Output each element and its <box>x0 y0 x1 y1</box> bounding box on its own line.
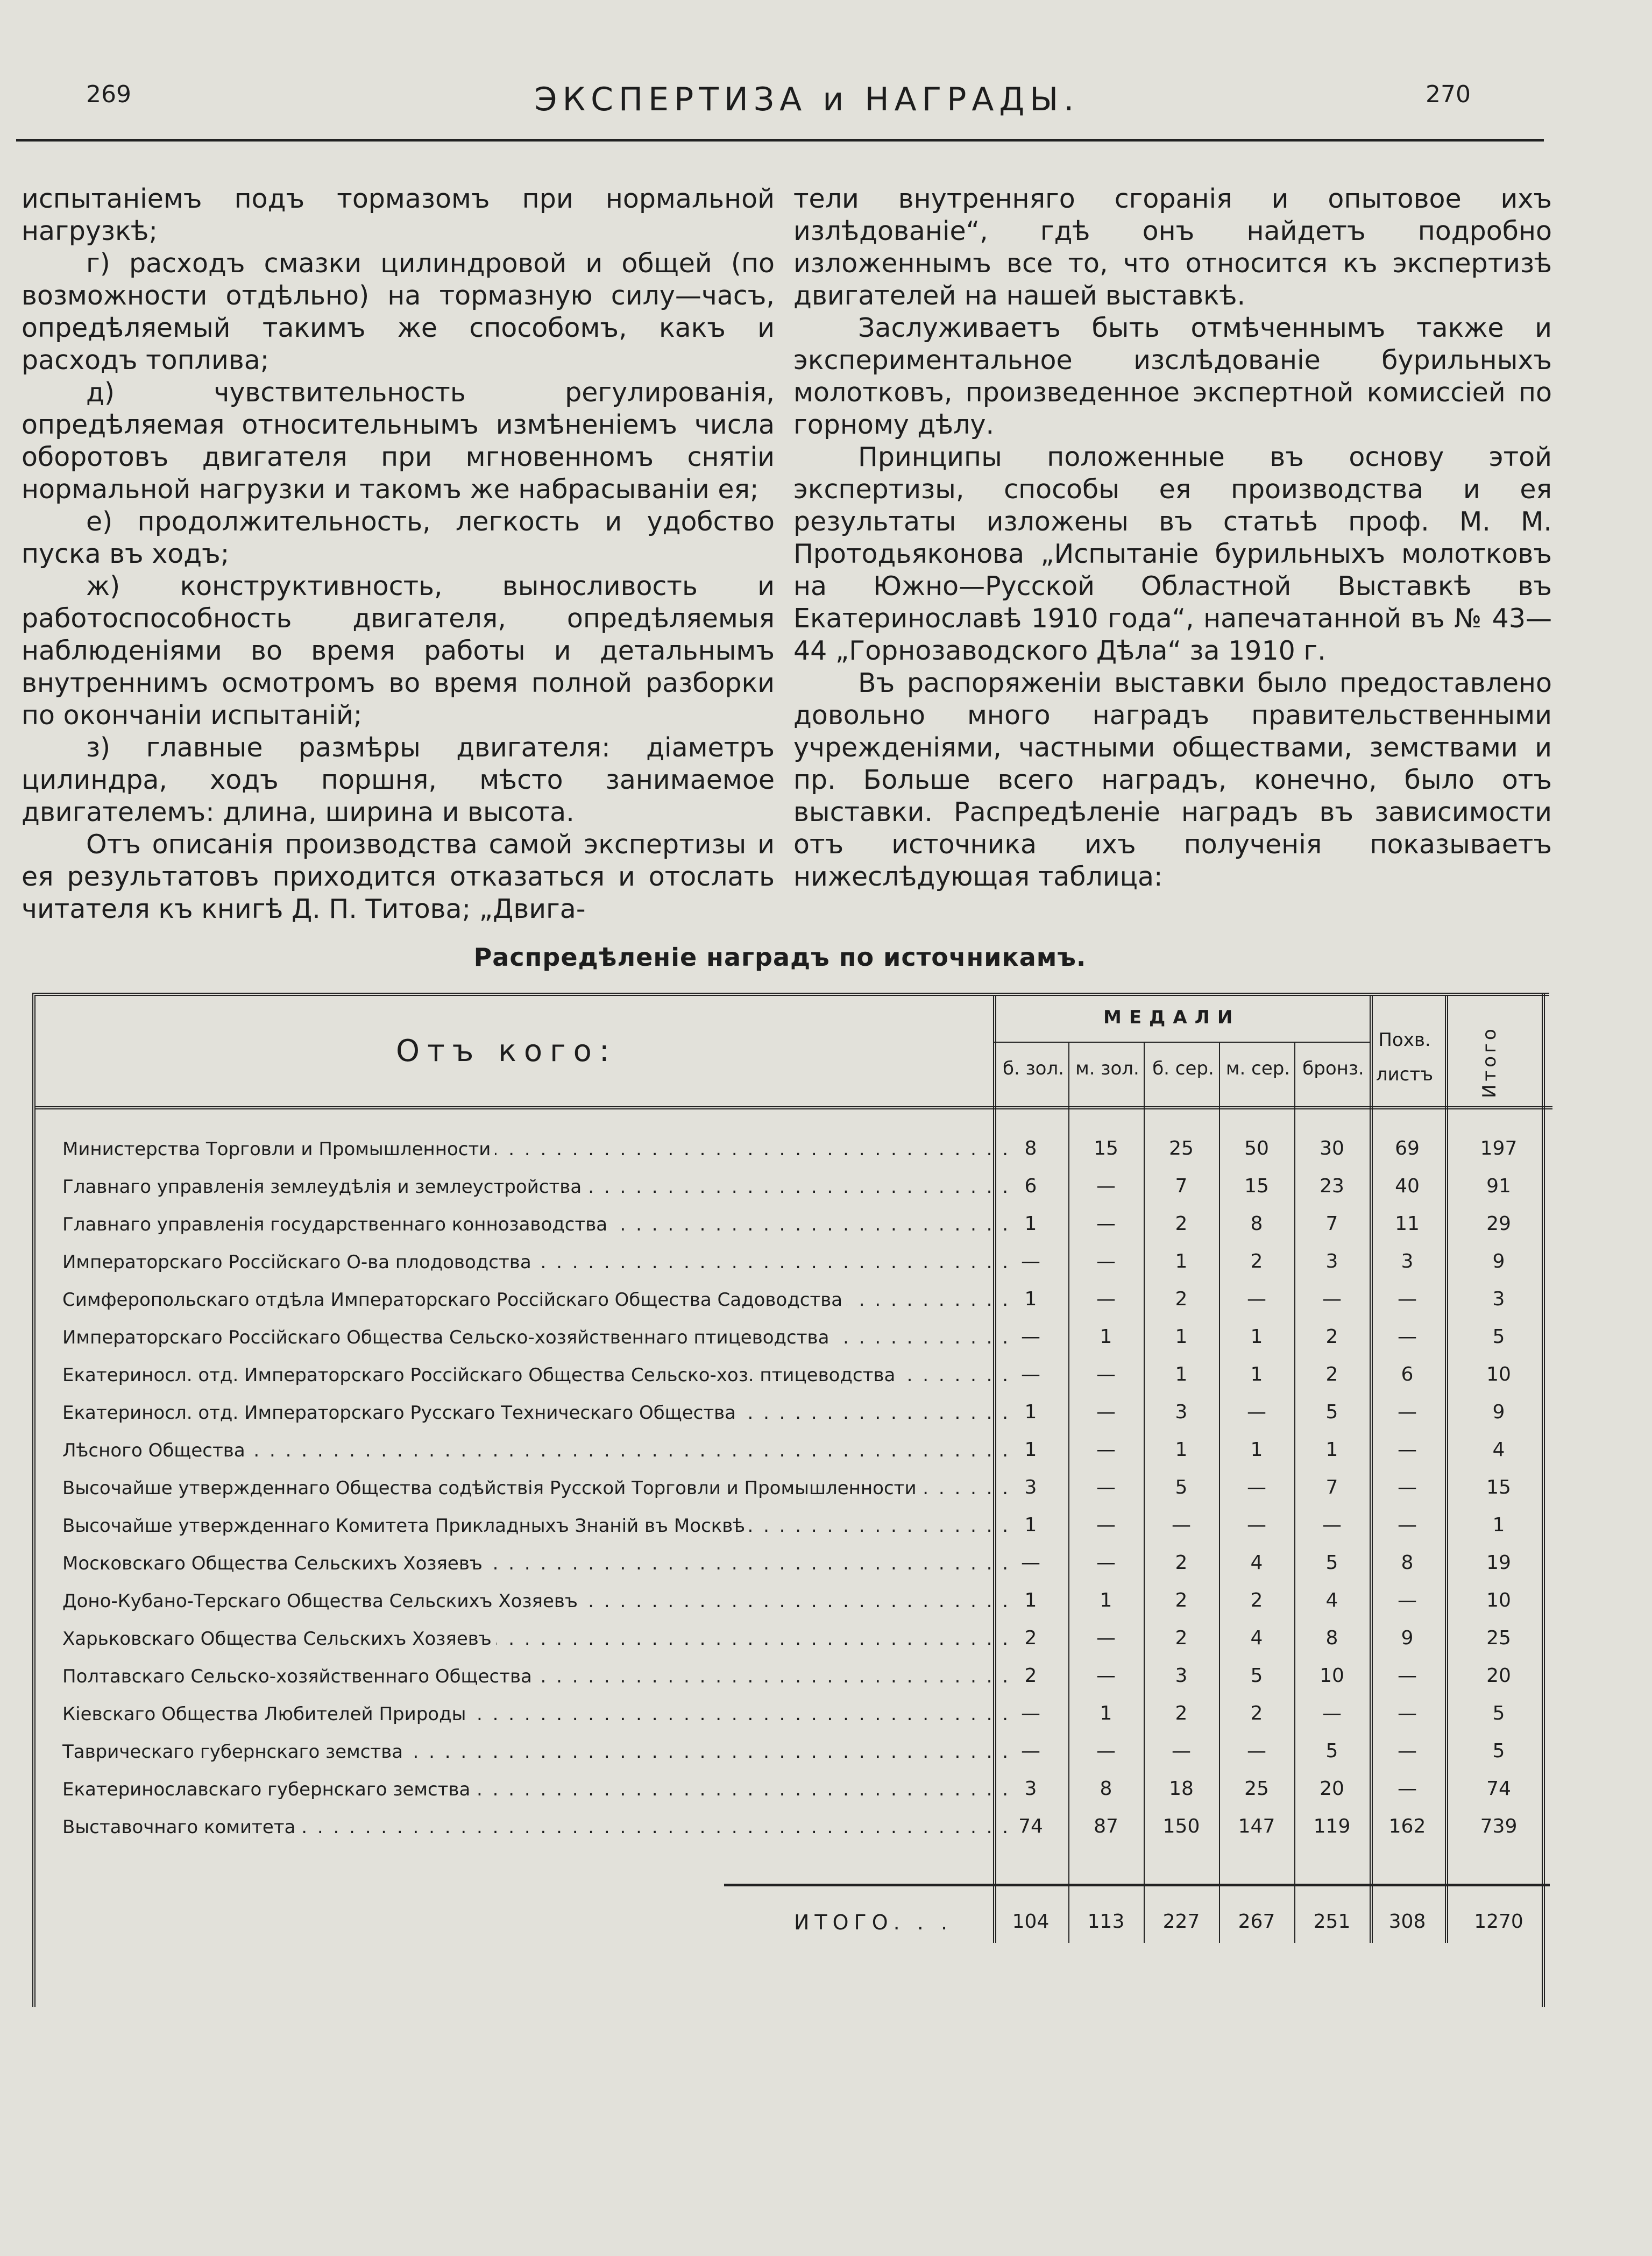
row-source-label: Императорскаго Россійскаго О-ва плодоводства <box>62 1251 536 1273</box>
total-cell: 227 <box>1162 1911 1200 1933</box>
table-row <box>36 1133 1552 1171</box>
table-cell: 2 <box>1250 1250 1263 1272</box>
table-cell: 74 <box>1486 1778 1511 1800</box>
table-cell: — <box>1096 1439 1116 1461</box>
subheader-pohv-list <box>1370 1023 1440 1092</box>
table-cell: 1 <box>1175 1363 1188 1385</box>
row-source-name <box>62 1477 1020 1499</box>
running-title: ЭКСПЕРТИЗА и НАГРАДЫ. <box>534 81 1080 118</box>
table-cell: — <box>1247 1514 1266 1536</box>
table-cell: 1 <box>1250 1363 1263 1385</box>
table-cell: 2 <box>1175 1589 1188 1611</box>
table-cell: — <box>1096 1250 1116 1272</box>
table-row <box>36 1660 1552 1698</box>
table-cell: 7 <box>1325 1476 1338 1498</box>
table-cell: — <box>1398 1439 1417 1461</box>
row-source-name <box>62 1515 1020 1537</box>
table-row <box>36 1208 1552 1246</box>
table-cell: 147 <box>1238 1815 1275 1837</box>
table-cell: 2 <box>1024 1627 1037 1649</box>
table-cell: 8 <box>1024 1137 1037 1159</box>
table-cell: 1 <box>1024 1439 1037 1461</box>
paragraph: Отъ описанія производства самой экспертизы и ея результатовъ приходится отказаться и отослать читателя къ книгѣ Д. П. Титова; „Двига- <box>22 829 775 924</box>
table-cell: 5 <box>1250 1665 1263 1687</box>
table-cell: 1 <box>1175 1439 1188 1461</box>
table-cell: 91 <box>1486 1175 1511 1197</box>
subheader-m-ser: м. сер. <box>1225 1058 1291 1079</box>
table-cell: 8 <box>1250 1213 1263 1235</box>
row-source-name <box>62 1741 1020 1763</box>
total-cell: 113 <box>1087 1911 1125 1933</box>
row-source-label: Харьковскаго Общества Сельскихъ Хозяевъ <box>62 1628 496 1650</box>
table-cell: — <box>1398 1665 1417 1687</box>
total-cell: 104 <box>1012 1911 1050 1933</box>
table-row <box>36 1698 1552 1736</box>
table-cell: 162 <box>1388 1815 1426 1837</box>
table-cell: — <box>1096 1213 1116 1235</box>
table-cell: 1 <box>1024 1401 1037 1423</box>
row-source-label: Главнаго управленія государственнаго коннозаводства <box>62 1214 612 1235</box>
table-cell: — <box>1021 1702 1040 1724</box>
row-source-label: Высочайше утвержденнаго Общества содѣйствія Русской Торговли и Промышленности <box>62 1477 921 1499</box>
table-cell: — <box>1172 1514 1191 1536</box>
table-cell: — <box>1398 1401 1417 1423</box>
table-cell: 119 <box>1313 1815 1351 1837</box>
row-source-label: Лѣсного Общества <box>62 1440 250 1461</box>
table-cell: — <box>1322 1288 1342 1310</box>
table-cell: — <box>1398 1326 1417 1348</box>
table-cell: 5 <box>1175 1476 1188 1498</box>
table-cell: 5 <box>1492 1326 1505 1348</box>
table-cell: 1 <box>1024 1288 1037 1310</box>
table-cell: — <box>1398 1778 1417 1800</box>
table-cell: — <box>1398 1740 1417 1762</box>
table-cell: 74 <box>1018 1815 1043 1837</box>
table-cell: 1 <box>1492 1514 1505 1536</box>
table-cell: 7 <box>1325 1213 1338 1235</box>
pohv-line1: Похв. <box>1378 1029 1431 1051</box>
table-cell: 25 <box>1169 1137 1194 1159</box>
table-cell: 11 <box>1395 1213 1420 1235</box>
subheader-bronz: бронз. <box>1302 1058 1364 1079</box>
table-cell: — <box>1322 1702 1342 1724</box>
header-bottom-rule <box>36 1106 1552 1109</box>
table-cell: 3 <box>1024 1778 1037 1800</box>
row-source-label: Екатериносл. отд. Императорскаго Русскаго Техническаго Общества <box>62 1402 740 1424</box>
table-cell: — <box>1096 1476 1116 1498</box>
table-cell: 30 <box>1320 1137 1344 1159</box>
total-rule <box>724 1884 1550 1886</box>
paragraph: з) главные размѣры двигателя: діаметръ цилиндра, ходъ поршня, мѣсто занимаемое двигателемъ: длина, ширина и высота. <box>22 732 775 828</box>
table-cell: 40 <box>1395 1175 1420 1197</box>
row-source-label: Симферопольскаго отдѣла Императорскаго Россійскаго Общества Садоводства <box>62 1289 847 1311</box>
table-cell: 5 <box>1492 1740 1505 1762</box>
table-cell: 4 <box>1250 1552 1263 1574</box>
table-cell: 1 <box>1100 1702 1112 1724</box>
table-cell: 29 <box>1486 1213 1511 1235</box>
row-source-label: Главнаго управленія землеудѣлія и землеустройства <box>62 1176 586 1198</box>
row-source-name <box>62 1138 1020 1160</box>
table-cell: 87 <box>1094 1815 1118 1837</box>
table-right-border <box>1542 993 1545 2007</box>
table-cell: — <box>1398 1702 1417 1724</box>
table-cell: 10 <box>1320 1665 1344 1687</box>
paragraph: д) чувствительность регулированія, опредѣляемая относительнымъ измѣненіемъ числа оборотовъ двигателя при мгновенномъ снятіи нормальной нагрузки и такомъ же набрасываніи ея; <box>22 377 775 505</box>
table-cell: 18 <box>1169 1778 1194 1800</box>
row-source-name <box>62 1779 1020 1800</box>
table-cell: 3 <box>1024 1476 1037 1498</box>
table-cell: 10 <box>1486 1589 1511 1611</box>
total-cell: 267 <box>1238 1911 1275 1933</box>
paragraph: тели внутренняго сгоранія и опытовое ихъ излѣдованіе“, гдѣ онъ найдетъ подробно изложеннымъ все то, что относится къ экспертизѣ двигателей на нашей выставкѣ. <box>793 183 1552 311</box>
table-row <box>36 1171 1552 1208</box>
row-source-label: Екатеринославскаго губернскаго земства <box>62 1779 474 1800</box>
column-header-from: Отъ кого: <box>396 1034 617 1069</box>
table-cell: 2 <box>1175 1213 1188 1235</box>
table-row <box>36 1397 1552 1434</box>
page-number-left: 269 <box>86 81 131 108</box>
table-cell: 197 <box>1480 1137 1518 1159</box>
row-source-label: Выставочнаго комитета <box>62 1816 300 1838</box>
table-cell: 3 <box>1492 1288 1505 1310</box>
table-cell: — <box>1398 1589 1417 1611</box>
paragraph: ж) конструктивность, выносливость и работоспособность двигателя, опредѣляемыя наблюденіями во время работы и детальнымъ внутреннимъ осмотромъ во время полной разборки по окончаніи испытаній; <box>22 571 775 731</box>
table-cell: 25 <box>1486 1627 1511 1649</box>
table-row <box>36 1773 1552 1811</box>
row-source-label: Императорскаго Россійскаго Общества Сельско-хозяйственнаго птицеводства <box>62 1327 833 1348</box>
table-cell: — <box>1096 1175 1116 1197</box>
table-cell: 5 <box>1492 1702 1505 1724</box>
table-cell: — <box>1398 1476 1417 1498</box>
paragraph: испытаніемъ подъ тормазомъ при нормальной нагрузкѣ; <box>22 183 775 246</box>
row-source-name <box>62 1590 1020 1612</box>
column-group-medals: МЕДАЛИ <box>1103 1007 1240 1028</box>
paragraph: Принципы положенные въ основу этой экспертизы, способы ея производства и ея результаты изложены въ статьѣ проф. М. М. Протодьяконова „Испытаніе бурильныхъ молотковъ на Южно—Русской Областной Выставкѣ въ Екатеринославѣ 1910 года“, напечатанной въ № 43—44 „Горнозаводского Дѣла“ за 1910 г. <box>793 442 1552 666</box>
row-source-name <box>62 1553 1020 1574</box>
table-cell: — <box>1021 1326 1040 1348</box>
table-cell: 4 <box>1325 1589 1338 1611</box>
table-cell: 50 <box>1244 1137 1269 1159</box>
table-cell: 2 <box>1024 1665 1037 1687</box>
row-source-name <box>62 1402 1020 1424</box>
table-cell: 20 <box>1320 1778 1344 1800</box>
table-row <box>36 1623 1552 1660</box>
table-cell: 1 <box>1175 1326 1188 1348</box>
table-cell: 9 <box>1492 1250 1505 1272</box>
table-cell: 1 <box>1100 1326 1112 1348</box>
table-cell: 2 <box>1250 1589 1263 1611</box>
table-cell: — <box>1021 1250 1040 1272</box>
subheader-b-ser: б. сер. <box>1152 1058 1214 1079</box>
table-cell: 1 <box>1250 1439 1263 1461</box>
table-row <box>36 1284 1552 1321</box>
table-cell: — <box>1096 1740 1116 1762</box>
table-row <box>36 1321 1552 1359</box>
table-cell: — <box>1096 1627 1116 1649</box>
page-number-right: 270 <box>1426 81 1471 108</box>
table-title: Распредѣленіе наградъ по источникамъ. <box>473 943 1087 972</box>
table-row <box>36 1736 1552 1773</box>
table-cell: — <box>1172 1740 1191 1762</box>
pohv-line2: листъ <box>1376 1064 1434 1085</box>
column-header-itogo: Итого <box>1479 1026 1500 1098</box>
table-cell: 15 <box>1244 1175 1269 1197</box>
table-cell: 1 <box>1175 1250 1188 1272</box>
row-source-label: Московскаго Общества Сельскихъ Хозяевъ <box>62 1553 487 1574</box>
table-cell: 6 <box>1401 1363 1414 1385</box>
table-cell: 8 <box>1325 1627 1338 1649</box>
row-source-name <box>62 1364 1020 1386</box>
table-cell: 1 <box>1100 1589 1112 1611</box>
row-source-name <box>62 1703 1020 1725</box>
table-cell: 9 <box>1492 1401 1505 1423</box>
table-cell: 4 <box>1492 1439 1505 1461</box>
left-text-column <box>22 183 775 925</box>
row-source-name <box>62 1666 1020 1687</box>
paragraph: г) расходъ смазки цилиндровой и общей (по возможности отдѣльно) на тормазную силу—часъ, опредѣляемый такимъ же способомъ, какъ и расходъ топлива; <box>22 248 775 376</box>
table-cell: 25 <box>1244 1778 1269 1800</box>
row-source-label: Высочайше утвержденнаго Комитета Прикладныхъ Знаній въ Москвѣ <box>62 1515 749 1537</box>
table-cell: — <box>1398 1288 1417 1310</box>
table-cell: 3 <box>1175 1665 1188 1687</box>
table-cell: 3 <box>1401 1250 1414 1272</box>
table-cell: — <box>1096 1401 1116 1423</box>
table-cell: 3 <box>1325 1250 1338 1272</box>
table-cell: 5 <box>1325 1552 1338 1574</box>
right-text-column <box>793 183 1552 893</box>
table-cell: — <box>1021 1363 1040 1385</box>
table-cell: 2 <box>1175 1627 1188 1649</box>
table-cell: 1 <box>1325 1439 1338 1461</box>
table-cell: 2 <box>1325 1363 1338 1385</box>
table-cell: — <box>1247 1476 1266 1498</box>
table-row <box>36 1585 1552 1623</box>
table-cell: 150 <box>1162 1815 1200 1837</box>
paragraph: Въ распоряженіи выставки было предоставлено довольно много наградъ правительственными учрежденіями, частными обществами, земствами и пр. Больше всего наградъ, конечно, было отъ выставки. Распредѣленіе наградъ въ зависимости отъ источника ихъ полученія показываетъ нижеслѣдующая таблица: <box>793 668 1552 892</box>
table-cell: 2 <box>1175 1552 1188 1574</box>
row-source-name <box>62 1289 1020 1311</box>
table-cell: 15 <box>1486 1476 1511 1498</box>
table-row <box>36 1811 1552 1849</box>
total-label: ИТОГО. . . <box>794 1911 953 1934</box>
table-cell: — <box>1096 1514 1116 1536</box>
paragraph: е) продолжительность, легкость и удобство пуска въ ходъ; <box>22 506 775 569</box>
table-cell: 69 <box>1395 1137 1420 1159</box>
table-cell: — <box>1096 1288 1116 1310</box>
table-row <box>36 1246 1552 1284</box>
row-source-label: Министерства Торговли и Промышленности <box>62 1138 495 1160</box>
row-source-label: Екатериносл. отд. Императорскаго Россійскаго Общества Сельско-хоз. птицеводства <box>62 1364 899 1386</box>
table-cell: 7 <box>1175 1175 1188 1197</box>
table-cell: 19 <box>1486 1552 1511 1574</box>
total-cell: 251 <box>1313 1911 1351 1933</box>
table-cell: — <box>1021 1552 1040 1574</box>
table-cell: — <box>1398 1514 1417 1536</box>
table-cell: 5 <box>1325 1401 1338 1423</box>
subheader-m-zol: м. зол. <box>1075 1058 1139 1079</box>
table-cell: 3 <box>1175 1401 1188 1423</box>
table-cell: — <box>1247 1740 1266 1762</box>
table-row <box>36 1472 1552 1510</box>
total-cell: 1270 <box>1474 1911 1523 1933</box>
paragraph: Заслуживаетъ быть отмѣченнымъ также и экспериментальное изслѣдованіе бурильныхъ молотковъ, произведенное экспертной комиссіей по горному дѣлу. <box>793 313 1552 440</box>
table-cell: 2 <box>1175 1702 1188 1724</box>
total-cell: 308 <box>1388 1911 1426 1933</box>
table-cell: 10 <box>1486 1363 1511 1385</box>
table-cell: 5 <box>1325 1740 1338 1762</box>
awards-table <box>32 993 1549 2007</box>
row-source-label: Полтавскаго Сельско-хозяйственнаго Общества <box>62 1666 536 1687</box>
table-cell: 1 <box>1024 1514 1037 1536</box>
row-source-name <box>62 1440 1020 1461</box>
table-cell: — <box>1096 1665 1116 1687</box>
row-source-label: Доно-Кубано-Терскаго Общества Сельскихъ Хозяевъ <box>62 1590 582 1612</box>
table-cell: 1 <box>1250 1326 1263 1348</box>
table-row <box>36 1547 1552 1585</box>
row-source-name <box>62 1816 1020 1838</box>
table-cell: 739 <box>1480 1815 1518 1837</box>
table-row <box>36 1510 1552 1547</box>
table-cell: 1 <box>1024 1213 1037 1235</box>
row-source-name <box>62 1176 1020 1198</box>
table-cell: 6 <box>1024 1175 1037 1197</box>
table-cell: 4 <box>1250 1627 1263 1649</box>
table-cell: 9 <box>1401 1627 1414 1649</box>
table-row <box>36 1434 1552 1472</box>
table-cell: 20 <box>1486 1665 1511 1687</box>
table-cell: — <box>1021 1740 1040 1762</box>
row-source-name <box>62 1251 1020 1273</box>
table-cell: 8 <box>1401 1552 1414 1574</box>
table-cell: — <box>1247 1288 1266 1310</box>
table-row <box>36 1359 1552 1397</box>
row-source-name <box>62 1628 1020 1650</box>
row-source-label: Таврическаго губернскаго земства <box>62 1741 407 1763</box>
row-source-name <box>62 1214 1020 1235</box>
table-cell: 2 <box>1250 1702 1263 1724</box>
table-cell: 1 <box>1024 1589 1037 1611</box>
subheader-b-zol: б. зол. <box>1002 1058 1064 1079</box>
table-cell: — <box>1322 1514 1342 1536</box>
table-cell: 2 <box>1175 1288 1188 1310</box>
table-cell: 2 <box>1325 1326 1338 1348</box>
row-source-label: Кіевскаго Общества Любителей Природы <box>62 1703 470 1725</box>
table-cell: 23 <box>1320 1175 1344 1197</box>
table-cell: 15 <box>1094 1137 1118 1159</box>
table-cell: — <box>1096 1363 1116 1385</box>
header-rule <box>16 139 1544 142</box>
table-cell: 8 <box>1100 1778 1112 1800</box>
medals-rule <box>993 1042 1370 1043</box>
table-cell: — <box>1096 1552 1116 1574</box>
table-cell: — <box>1247 1401 1266 1423</box>
row-source-name <box>62 1327 1020 1348</box>
